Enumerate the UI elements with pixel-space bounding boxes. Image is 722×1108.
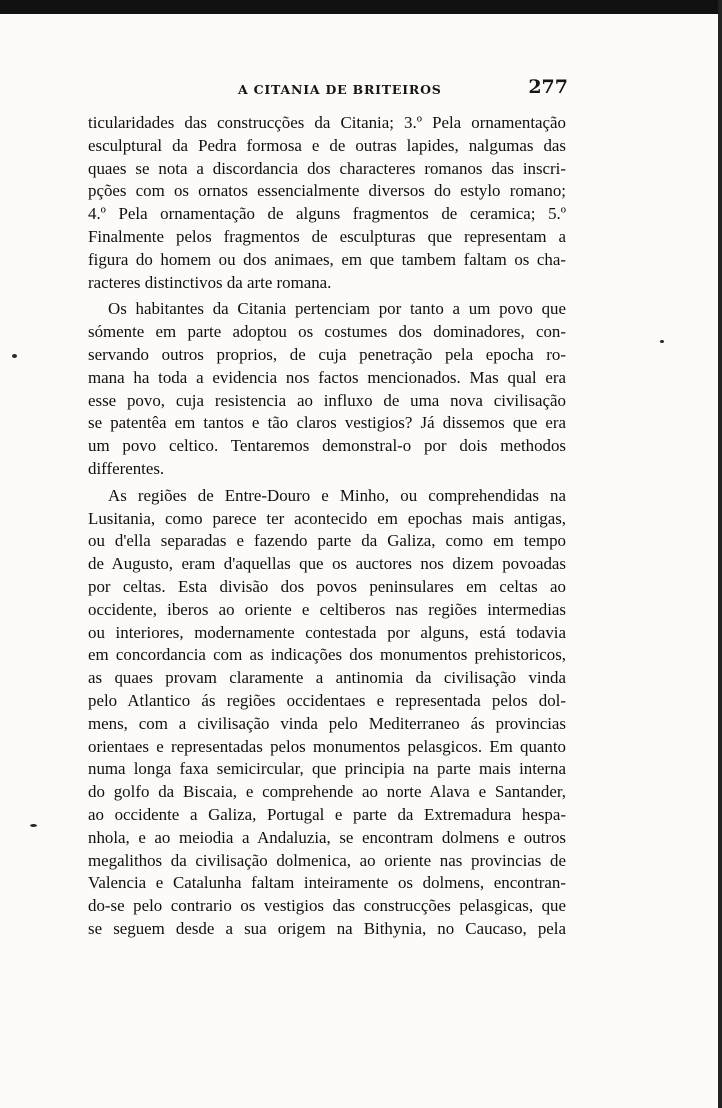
text-line: 4.º Pela ornamentação de alguns fragmentos de ceramica; 5.º <box>88 204 566 224</box>
running-title: A CITANIA DE BRITEIROS <box>238 82 442 97</box>
text-line: Os habitantes da Citania pertenciam por tanto a um povo que <box>108 299 566 319</box>
text-line: nhola, e ao meiodia a Andaluzia, se encontram dolmens e outros <box>88 827 566 847</box>
scan-speck <box>12 354 17 358</box>
paragraph <box>88 112 566 294</box>
text-line: numa longa faxa semicircular, que principia na parte mais interna <box>88 759 566 779</box>
text-line: ou d'ella separadas e fazendo parte da Galiza, como em tempo <box>88 531 566 551</box>
scan-speck <box>30 824 37 827</box>
text-line: por celtas. Esta divisão dos povos peninsulares em celtas ao <box>88 576 566 596</box>
text-line: occidente, iberos ao oriente e celtiberos nas regiões intermedias <box>88 599 566 619</box>
text-line: ou interiores, modernamente contestada por alguns, está todavia <box>88 622 566 642</box>
text-line: um povo celtico. Tentaremos demonstral-o por dois methodos <box>88 436 566 456</box>
text-line: mana ha toda a evidencia nos factos mencionados. Mas qual era <box>88 367 566 387</box>
body-text <box>88 112 566 941</box>
text-line: pelo Atlantico ás regiões occidentaes e representada pelos dol- <box>88 690 566 710</box>
text-line: ticularidades das construcções da Citania; 3.º Pela ornamentação <box>88 113 566 132</box>
page-number: 277 <box>528 76 568 98</box>
text-line: figura do homem ou dos animaes, em que tambem faltam os cha- <box>88 249 566 269</box>
scan-edge-right <box>718 0 722 1108</box>
text-line: esculptural da Pedra formosa e de outras lapides, nalgumas das <box>88 135 566 155</box>
text-line: quaes se nota a discordancia dos characteres romanos das inscri- <box>88 158 566 178</box>
text-line: em concordancia com as indicações dos monumentos prehistoricos, <box>88 645 566 665</box>
text-line: Finalmente pelos fragmentos de esculpturas que representam a <box>88 226 566 246</box>
text-line: se patentêa em tantos e tão claros vestigios? Já dissemos que era <box>88 413 566 433</box>
paragraph <box>88 298 566 480</box>
text-line: mens, com a civilisação vinda pelo Mediterraneo ás provincias <box>88 713 566 733</box>
text-line: do golfo da Biscaia, e comprehende ao norte Alava e Santander, <box>88 782 566 802</box>
text-line: esse povo, cuja resistencia ao influxo de uma nova civilisação <box>88 390 566 410</box>
text-line: Lusitania, como parece ter acontecido em epochas mais antigas, <box>88 508 566 528</box>
text-line: orientaes e representadas pelos monumentos pelasgicos. Em quanto <box>88 736 566 756</box>
text-line: megalithos da civilisação dolmenica, ao oriente nas provincias de <box>88 850 566 870</box>
text-line: do-se pelo contrario os vestigios das construcções pelasgicas, que <box>88 896 566 916</box>
text-line: se seguem desde a sua origem na Bithynia, no Caucaso, pela <box>88 918 566 938</box>
text-line: de Augusto, eram d'aquellas que os auctores nos dizem povoadas <box>88 554 566 574</box>
text-line: as quaes provam claramente a antinomia da civilisação vinda <box>88 668 566 688</box>
text-line: differentes. <box>88 458 165 478</box>
text-line: As regiões de Entre-Douro e Minho, ou comprehendidas na <box>108 485 566 505</box>
text-line: pções com os ornatos essencialmente diversos do estylo romano; <box>88 181 566 201</box>
scan-edge-top <box>0 0 722 14</box>
text-line: ao occidente a Galiza, Portugal e parte da Extremadura hespa- <box>88 804 566 824</box>
text-line: sómente em parte adoptou os costumes dos dominadores, con- <box>88 322 566 342</box>
text-line: servando outros proprios, de cuja penetração pela epocha ro- <box>88 344 566 364</box>
scan-speck <box>660 340 664 343</box>
text-line: Valencia e Catalunha faltam inteiramente os dolmens, encontran- <box>88 873 566 893</box>
text-line: racteres distinctivos da arte romana. <box>88 272 332 292</box>
page-header <box>88 76 568 102</box>
paragraph <box>88 485 566 941</box>
